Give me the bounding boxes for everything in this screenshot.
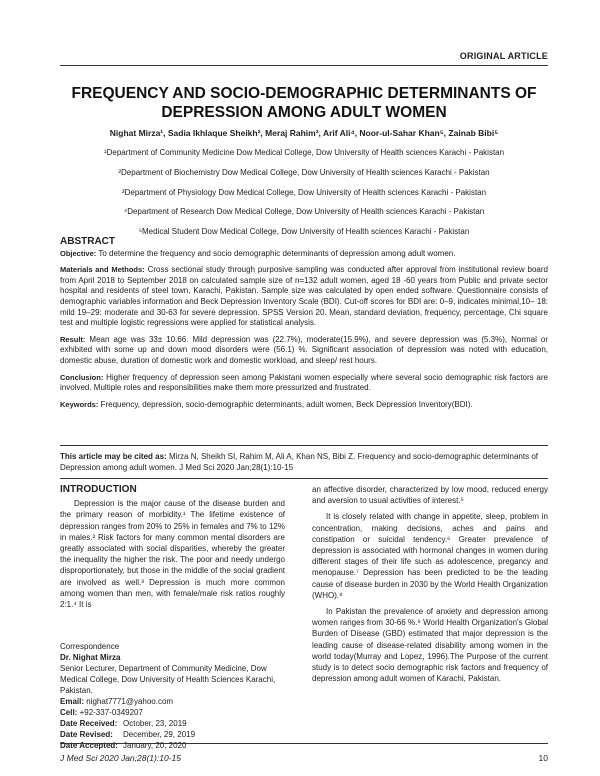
date-revised-label: Date Revised: <box>60 730 113 739</box>
abstract-methods <box>60 265 548 329</box>
page-footer <box>60 753 548 763</box>
correspondence-address: Senior Lecturer, Department of Community Medicine, Dow Medical College, Dow University of Health Sciences Karachi, Pakistan. <box>60 664 276 695</box>
date-received-label: Date Received: <box>60 719 118 728</box>
affiliation: ⁵Medical Student Dow Medical College, Dow University of Health sciences Karachi - Pakistan <box>138 227 470 237</box>
footer-rule <box>60 743 548 744</box>
intro-paragraph: It is closely related with change in appetite, sleep, problem in concentration, making decisions, aches and pains and constipation or suicidal tendency.⁶ Greater prevalence of depression is associated with hormonal changes in women during different stages of their life such as adolescence, pregancy and menopause.⁷ Depression has been predicted to be the leading cause of disease burden in 2030 by the World Health Organization (WHO).⁸ <box>312 512 548 600</box>
intro-right-column <box>312 484 548 689</box>
objective-text: To determine the frequency and socio demographic determinants of depression among adult women. <box>96 248 456 258</box>
citation-label: This article may be cited as: <box>60 452 167 461</box>
introduction-heading: INTRODUCTION <box>60 484 137 495</box>
date-received-value: October, 23, 2019 <box>123 719 187 728</box>
intro-paragraph: Depression is the major cause of the disease burden and the primary reason of morbidity.¹ The lifetime existence of depression ranges from 20% to 25% in females and 7% to 12% in males.² Risk factors for many common mental disorders are greatly associated with social disparities, whereby the greater the inequality the higher the risk. The poor and needy undergo disproportionately, but those in the middle of the social gradient are involved as well.³ Depression is much more common among women than men, with female/male risk ratios roughly 2:1.⁴ It is <box>60 499 285 610</box>
keywords-text: Frequency, depression, socio-demographic determinants, adult women, Beck Depression Inventory(BDI). <box>98 399 473 409</box>
journal-reference: J Med Sci 2020 Jan;28(1):10-15 <box>60 753 181 763</box>
article-type-label: ORIGINAL ARTICLE <box>459 51 548 61</box>
abstract-section <box>60 237 548 416</box>
email-label: Email: <box>60 697 85 706</box>
date-received <box>60 718 285 729</box>
date-accepted <box>60 740 285 751</box>
result-text: Mean age was 33± 10.66. Mild depression was (22.7%), moderate(15.9%), and severe depression was (5.3%), Normal or exhibited with some up and down mood disorders were (56.1) %. Significant association of depression was noted with education, domestic abuse, duration of domestic work and domestic workload, and sleep/ rest hours. <box>60 334 548 365</box>
citation-text: Mirza N, Sheikh SI, Rahim M, Ali A, Khan NS, Bibi Z. Frequency and socio-demographic determinants of Depression among adult women. J Med Sci 2020 Jan;28(1):10-15 <box>60 452 538 472</box>
conclusion-label: Conclusion: <box>60 372 104 382</box>
date-accepted-label: Date Accepted: <box>60 741 118 750</box>
date-revised-value: December, 29, 2019 <box>123 730 196 739</box>
citation-block <box>60 451 548 473</box>
cell-value: +92-337-0349207 <box>77 708 143 717</box>
conclusion-text: Higher frequency of depression seen among Pakistani women especially where several socio demographic risk factors are involved. Multiple roles and responsibilities make them more pressurized and frustrated. <box>60 372 548 393</box>
correspondence-block <box>60 641 285 751</box>
abstract-keywords <box>60 400 548 411</box>
affiliation: ²Department of Biochemistry Dow Medical College, Dow University of Health sciences Karachi - Pakistan <box>118 167 490 177</box>
keywords-label: Keywords: <box>60 399 99 409</box>
intro-left-column <box>60 484 285 615</box>
affiliation: ³Department of Physiology Dow Medical College, Dow University of Health sciences Karachi - Pakistan <box>121 187 487 197</box>
citation-rule-top <box>60 445 548 446</box>
author-list: Nighat Mirza¹, Sadia Ikhlaque Sheikh², Meraj Rahim³, Arif Ali⁴, Noor-ul-Sahar Khan⁵, Zainab Bibi⁵ <box>109 128 499 138</box>
abstract-objective <box>60 249 548 260</box>
affiliation: ¹Department of Community Medicine Dow Medical College, Dow University of Health sciences Karachi - Pakistan <box>103 148 505 157</box>
methods-text: Cross sectional study through purposive sampling was conducted after approval from institutional review board from April 2018 to September 2018 on calculated sample size of n=132 adult women, aged 18 -60 years from Public and private sector hospital and residents of steel town, Karachi, Pakistan. Sample size was calculated by open ended software. Questionnaire consists of demographic variables information and Beck Depression Inventory Scale (BDI). Cut-off scores for BDI are: 0–9, indicates minimal,10– 18: mild 19–29: moderate and 30-63 for severe depression. SPSS Version 20. Mean, standard deviation, frequency, percentage, Chi square test and multiple logistic regressions were applied for statistical analysis. <box>60 265 548 328</box>
abstract-conclusion <box>60 373 548 394</box>
correspondence-email <box>60 696 285 707</box>
email-value: nighat7771@yahoo.com <box>84 697 174 706</box>
result-label: Result: <box>60 334 86 344</box>
affiliation-list <box>60 143 548 242</box>
abstract-result <box>60 335 548 367</box>
date-revised <box>60 729 285 740</box>
correspondence-name: Dr. Nighat Mirza <box>60 653 121 662</box>
intro-paragraph: an affective disorder, characterized by low mood, reduced energy and aversion to usual activities of interest.⁵ <box>312 485 548 506</box>
affiliation: ⁴Department of Research Dow Medical College, Dow University of Health sciences Karachi - Pakistan <box>123 207 485 217</box>
citation-rule-bottom <box>60 478 548 479</box>
objective-label: Objective: <box>60 248 97 258</box>
correspondence-cell <box>60 707 285 718</box>
methods-label: Materials and Methods: <box>60 265 145 275</box>
header-rule <box>60 65 548 66</box>
abstract-heading: ABSTRACT <box>60 236 115 247</box>
article-title: FREQUENCY AND SOCIO-DEMOGRAPHIC DETERMINANTS OF DEPRESSION AMONG ADULT WOMEN <box>71 85 537 121</box>
page-number: 10 <box>538 753 548 763</box>
cell-label: Cell: <box>60 708 78 717</box>
correspondence-heading: Correspondence <box>60 642 120 651</box>
date-accepted-value: January, 20, 2020 <box>123 741 187 750</box>
intro-paragraph: In Pakistan the prevalence of anxiety and depression among women ranges from 30-66 %.⁹ World Health Organization's Global Burden of Disease (GBD) estimated that major depression is the leading cause of disease-related disability among women in the world today(Murray and Lopez, 1996).The Purpose of the current study is to detect socio demographic risk factors and frequency of depression among adult women of Karachi, Pakistan. <box>312 607 548 684</box>
